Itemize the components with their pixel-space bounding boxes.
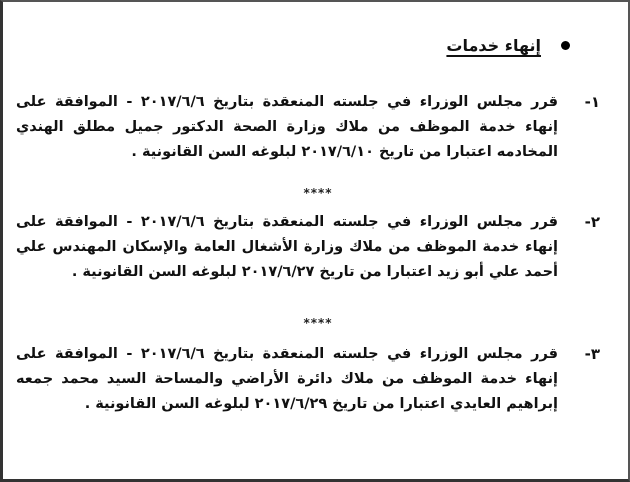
separator-stars: ****: [303, 316, 333, 330]
decision-item-3: [12, 342, 604, 417]
item-text: قرر مجلس الوزراء في جلسته المنعقدة بتاريخ ٢٠١٧/٦/٦ - الموافقة على إنهاء خدمة الموظف من ملاك دائرة الأراضي والمساحة السيد محمد جمعه إبراهيم العايدي اعتبارا من تاريخ ٢٠١٧/٦/٢٩ لبلوغه السن القانونية .: [16, 346, 558, 412]
decision-item-1: [12, 90, 604, 165]
item-number: ١-: [584, 93, 600, 111]
item-number: ٢-: [584, 213, 600, 231]
section-heading-row: [446, 36, 570, 55]
decision-item-2: [12, 210, 604, 285]
item-text: قرر مجلس الوزراء في جلسته المنعقدة بتاريخ ٢٠١٧/٦/٦ - الموافقة على إنهاء خدمة الموظف من ملاك وزارة الأشغال العامة والإسكان المهندس علي أحمد علي أبو زيد اعتبارا من تاريخ ٢٠١٧/٦/٢٧ لبلوغه السن القانونية .: [16, 214, 558, 280]
section-heading: إنهاء خدمات: [446, 36, 541, 55]
item-text: قرر مجلس الوزراء في جلسته المنعقدة بتاريخ ٢٠١٧/٦/٦ - الموافقة على إنهاء خدمة الموظف من ملاك وزارة الصحة الدكتور جميل مطلق الهندي المخادمه اعتبارا من تاريخ ٢٠١٧/٦/١٠ لبلوغه السن القانونية .: [16, 94, 558, 160]
separator-stars: ****: [303, 186, 333, 200]
item-number: ٣-: [584, 345, 600, 363]
bullet-icon: [561, 41, 570, 50]
